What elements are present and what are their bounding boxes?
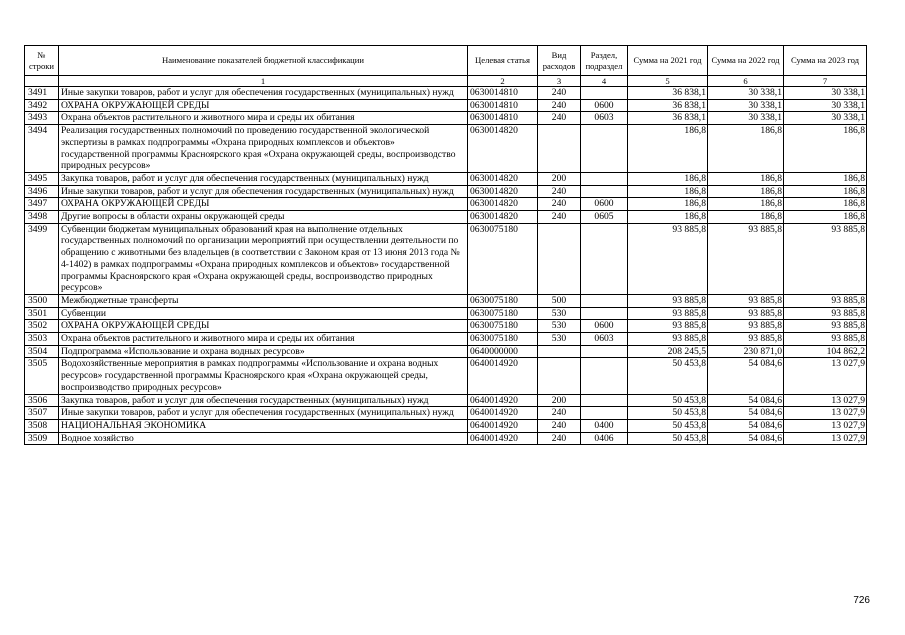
cell-section: 0406 bbox=[581, 432, 628, 445]
cell-sum-2021: 93 885,8 bbox=[628, 320, 708, 333]
cell-type bbox=[538, 223, 581, 294]
cell-name: Водное хозяйство bbox=[59, 432, 468, 445]
header-type: Вид расходов bbox=[538, 46, 581, 76]
column-number: 1 bbox=[59, 76, 468, 87]
cell-sum-2021: 93 885,8 bbox=[628, 333, 708, 346]
cell-row-no: 3500 bbox=[25, 294, 59, 307]
table-row bbox=[25, 419, 867, 432]
table-row bbox=[25, 333, 867, 346]
cell-type: 240 bbox=[538, 419, 581, 432]
cell-target: 0630014820 bbox=[468, 198, 538, 211]
cell-name: Закупка товаров, работ и услуг для обеспечения государственных (муниципальных) нужд bbox=[59, 394, 468, 407]
cell-section: 0600 bbox=[581, 198, 628, 211]
cell-sum-2022: 54 084,6 bbox=[708, 432, 784, 445]
cell-section bbox=[581, 358, 628, 394]
cell-sum-2023: 30 338,1 bbox=[784, 87, 867, 100]
cell-sum-2022: 186,8 bbox=[708, 185, 784, 198]
cell-sum-2022: 93 885,8 bbox=[708, 223, 784, 294]
cell-sum-2022: 93 885,8 bbox=[708, 294, 784, 307]
column-number: 5 bbox=[628, 76, 708, 87]
cell-sum-2023: 186,8 bbox=[784, 185, 867, 198]
cell-target: 0630014810 bbox=[468, 87, 538, 100]
cell-row-no: 3501 bbox=[25, 307, 59, 320]
cell-row-no: 3491 bbox=[25, 87, 59, 100]
cell-target: 0630075180 bbox=[468, 223, 538, 294]
header-target: Целевая статья bbox=[468, 46, 538, 76]
cell-target: 0640014920 bbox=[468, 419, 538, 432]
table-row bbox=[25, 407, 867, 420]
cell-sum-2021: 50 453,8 bbox=[628, 358, 708, 394]
column-number: 2 bbox=[468, 76, 538, 87]
cell-type: 240 bbox=[538, 99, 581, 112]
cell-section bbox=[581, 407, 628, 420]
header-row-no: № строки bbox=[25, 46, 59, 76]
cell-type bbox=[538, 358, 581, 394]
cell-section: 0400 bbox=[581, 419, 628, 432]
cell-sum-2023: 186,8 bbox=[784, 211, 867, 224]
cell-type: 240 bbox=[538, 211, 581, 224]
cell-sum-2021: 50 453,8 bbox=[628, 419, 708, 432]
cell-type: 240 bbox=[538, 112, 581, 125]
cell-sum-2022: 30 338,1 bbox=[708, 99, 784, 112]
cell-name: Закупка товаров, работ и услуг для обеспечения государственных (муниципальных) нужд bbox=[59, 172, 468, 185]
page-number: 726 bbox=[853, 595, 870, 606]
cell-sum-2022: 30 338,1 bbox=[708, 87, 784, 100]
cell-sum-2023: 186,8 bbox=[784, 125, 867, 173]
cell-section bbox=[581, 172, 628, 185]
cell-target: 0630014820 bbox=[468, 172, 538, 185]
cell-section bbox=[581, 185, 628, 198]
cell-type bbox=[538, 125, 581, 173]
cell-row-no: 3505 bbox=[25, 358, 59, 394]
cell-sum-2022: 54 084,6 bbox=[708, 419, 784, 432]
cell-sum-2023: 13 027,9 bbox=[784, 407, 867, 420]
table-row bbox=[25, 87, 867, 100]
cell-section bbox=[581, 294, 628, 307]
cell-sum-2022: 54 084,6 bbox=[708, 394, 784, 407]
cell-sum-2021: 50 453,8 bbox=[628, 432, 708, 445]
cell-target: 0630014820 bbox=[468, 211, 538, 224]
cell-name: ОХРАНА ОКРУЖАЮЩЕЙ СРЕДЫ bbox=[59, 198, 468, 211]
cell-name: Подпрограмма «Использование и охрана водных ресурсов» bbox=[59, 345, 468, 358]
cell-type: 530 bbox=[538, 333, 581, 346]
table-row bbox=[25, 99, 867, 112]
cell-name: Реализация государственных полномочий по проведению государственной экологической экспертизы в рамках подпрограммы «Охрана природных комплексов и объектов» государственной программы Красноярского края «Охрана окружающей среды, воспроизводство природных ресурсов» bbox=[59, 125, 468, 173]
cell-section: 0600 bbox=[581, 99, 628, 112]
cell-type: 500 bbox=[538, 294, 581, 307]
header-section: Раздел, подраздел bbox=[581, 46, 628, 76]
cell-sum-2023: 93 885,8 bbox=[784, 320, 867, 333]
cell-row-no: 3504 bbox=[25, 345, 59, 358]
cell-type: 240 bbox=[538, 185, 581, 198]
cell-sum-2022: 186,8 bbox=[708, 125, 784, 173]
cell-sum-2022: 54 084,6 bbox=[708, 358, 784, 394]
table-row bbox=[25, 211, 867, 224]
cell-sum-2021: 93 885,8 bbox=[628, 307, 708, 320]
cell-name: ОХРАНА ОКРУЖАЮЩЕЙ СРЕДЫ bbox=[59, 99, 468, 112]
cell-sum-2022: 93 885,8 bbox=[708, 307, 784, 320]
cell-sum-2021: 36 838,1 bbox=[628, 112, 708, 125]
cell-name: Другие вопросы в области охраны окружающей среды bbox=[59, 211, 468, 224]
cell-type: 240 bbox=[538, 87, 581, 100]
cell-sum-2023: 186,8 bbox=[784, 172, 867, 185]
table-row bbox=[25, 185, 867, 198]
cell-target: 0640014920 bbox=[468, 432, 538, 445]
cell-sum-2021: 186,8 bbox=[628, 211, 708, 224]
column-number: 6 bbox=[708, 76, 784, 87]
cell-row-no: 3502 bbox=[25, 320, 59, 333]
column-number: 7 bbox=[784, 76, 867, 87]
table-row bbox=[25, 112, 867, 125]
cell-sum-2021: 186,8 bbox=[628, 172, 708, 185]
cell-sum-2021: 36 838,1 bbox=[628, 99, 708, 112]
table-header bbox=[25, 46, 867, 87]
cell-sum-2021: 208 245,5 bbox=[628, 345, 708, 358]
cell-sum-2022: 93 885,8 bbox=[708, 333, 784, 346]
cell-name: Водохозяйственные мероприятия в рамках подпрограммы «Использование и охрана водных ресурсов» государственной программы Красноярского края «Охрана окружающей среды, воспроизводство природных ресурсов» bbox=[59, 358, 468, 394]
cell-sum-2021: 36 838,1 bbox=[628, 87, 708, 100]
cell-sum-2023: 93 885,8 bbox=[784, 333, 867, 346]
cell-sum-2021: 186,8 bbox=[628, 185, 708, 198]
cell-sum-2021: 186,8 bbox=[628, 125, 708, 173]
cell-target: 0640014920 bbox=[468, 358, 538, 394]
cell-target: 0630014810 bbox=[468, 99, 538, 112]
cell-target: 0640014920 bbox=[468, 407, 538, 420]
cell-target: 0630075180 bbox=[468, 320, 538, 333]
cell-name: ОХРАНА ОКРУЖАЮЩЕЙ СРЕДЫ bbox=[59, 320, 468, 333]
cell-type bbox=[538, 345, 581, 358]
cell-name: Охрана объектов растительного и животного мира и среды их обитания bbox=[59, 112, 468, 125]
cell-type: 240 bbox=[538, 407, 581, 420]
cell-row-no: 3509 bbox=[25, 432, 59, 445]
cell-target: 0630075180 bbox=[468, 333, 538, 346]
cell-type: 240 bbox=[538, 432, 581, 445]
cell-target: 0630014820 bbox=[468, 185, 538, 198]
cell-name: Иные закупки товаров, работ и услуг для обеспечения государственных (муниципальных) нужд bbox=[59, 87, 468, 100]
cell-row-no: 3508 bbox=[25, 419, 59, 432]
cell-sum-2023: 93 885,8 bbox=[784, 223, 867, 294]
cell-sum-2021: 50 453,8 bbox=[628, 407, 708, 420]
column-number: 4 bbox=[581, 76, 628, 87]
cell-sum-2022: 186,8 bbox=[708, 211, 784, 224]
cell-sum-2023: 30 338,1 bbox=[784, 99, 867, 112]
cell-sum-2022: 186,8 bbox=[708, 172, 784, 185]
cell-target: 0640014920 bbox=[468, 394, 538, 407]
header-sum-2023: Сумма на 2023 год bbox=[784, 46, 867, 76]
cell-type: 530 bbox=[538, 320, 581, 333]
cell-section: 0603 bbox=[581, 112, 628, 125]
cell-sum-2023: 13 027,9 bbox=[784, 394, 867, 407]
cell-sum-2023: 93 885,8 bbox=[784, 307, 867, 320]
cell-name: НАЦИОНАЛЬНАЯ ЭКОНОМИКА bbox=[59, 419, 468, 432]
cell-sum-2023: 186,8 bbox=[784, 198, 867, 211]
cell-row-no: 3495 bbox=[25, 172, 59, 185]
table-row bbox=[25, 394, 867, 407]
cell-row-no: 3503 bbox=[25, 333, 59, 346]
cell-name: Субвенции bbox=[59, 307, 468, 320]
cell-section bbox=[581, 87, 628, 100]
cell-sum-2023: 93 885,8 bbox=[784, 294, 867, 307]
cell-sum-2022: 54 084,6 bbox=[708, 407, 784, 420]
table-row bbox=[25, 172, 867, 185]
column-number bbox=[25, 76, 59, 87]
cell-sum-2022: 30 338,1 bbox=[708, 112, 784, 125]
cell-name: Субвенции бюджетам муниципальных образований края на выполнение отдельных государственных полномочий по организации мероприятий при осуществлении деятельности по обращению с животными без владельцев (в соответствии с Законом края от 13 июня 2013 года № 4-1402) в рамках подпрограммы «Охрана природных комплексов и объектов» государственной программы Красноярского края «Охрана окружающей среды, воспроизводство природных ресурсов» bbox=[59, 223, 468, 294]
table-row bbox=[25, 198, 867, 211]
cell-row-no: 3506 bbox=[25, 394, 59, 407]
cell-sum-2021: 93 885,8 bbox=[628, 223, 708, 294]
cell-row-no: 3494 bbox=[25, 125, 59, 173]
cell-target: 0630075180 bbox=[468, 294, 538, 307]
cell-section: 0600 bbox=[581, 320, 628, 333]
header-sum-2021: Сумма на 2021 год bbox=[628, 46, 708, 76]
cell-section bbox=[581, 223, 628, 294]
cell-row-no: 3497 bbox=[25, 198, 59, 211]
table-row bbox=[25, 223, 867, 294]
cell-section: 0605 bbox=[581, 211, 628, 224]
cell-row-no: 3499 bbox=[25, 223, 59, 294]
cell-sum-2023: 13 027,9 bbox=[784, 358, 867, 394]
cell-row-no: 3493 bbox=[25, 112, 59, 125]
cell-row-no: 3498 bbox=[25, 211, 59, 224]
cell-name: Иные закупки товаров, работ и услуг для обеспечения государственных (муниципальных) нужд bbox=[59, 185, 468, 198]
cell-section bbox=[581, 125, 628, 173]
header-sum-2022: Сумма на 2022 год bbox=[708, 46, 784, 76]
cell-target: 0640000000 bbox=[468, 345, 538, 358]
cell-section bbox=[581, 307, 628, 320]
cell-sum-2021: 50 453,8 bbox=[628, 394, 708, 407]
cell-type: 240 bbox=[538, 198, 581, 211]
cell-sum-2023: 104 862,2 bbox=[784, 345, 867, 358]
cell-sum-2023: 13 027,9 bbox=[784, 432, 867, 445]
cell-name: Межбюджетные трансферты bbox=[59, 294, 468, 307]
budget-table bbox=[24, 45, 867, 445]
cell-sum-2022: 186,8 bbox=[708, 198, 784, 211]
cell-section: 0603 bbox=[581, 333, 628, 346]
cell-sum-2023: 30 338,1 bbox=[784, 112, 867, 125]
table-row bbox=[25, 307, 867, 320]
cell-sum-2022: 93 885,8 bbox=[708, 320, 784, 333]
column-number-row bbox=[25, 76, 867, 87]
column-number: 3 bbox=[538, 76, 581, 87]
cell-sum-2022: 230 871,0 bbox=[708, 345, 784, 358]
cell-target: 0630014810 bbox=[468, 112, 538, 125]
cell-type: 200 bbox=[538, 172, 581, 185]
cell-type: 530 bbox=[538, 307, 581, 320]
table-body bbox=[25, 87, 867, 445]
cell-name: Охрана объектов растительного и животного мира и среды их обитания bbox=[59, 333, 468, 346]
table-row bbox=[25, 345, 867, 358]
cell-row-no: 3496 bbox=[25, 185, 59, 198]
cell-type: 200 bbox=[538, 394, 581, 407]
cell-target: 0630075180 bbox=[468, 307, 538, 320]
cell-name: Иные закупки товаров, работ и услуг для обеспечения государственных (муниципальных) нужд bbox=[59, 407, 468, 420]
table-row bbox=[25, 125, 867, 173]
cell-row-no: 3492 bbox=[25, 99, 59, 112]
header-name: Наименование показателей бюджетной классификации bbox=[59, 46, 468, 76]
cell-row-no: 3507 bbox=[25, 407, 59, 420]
cell-sum-2021: 93 885,8 bbox=[628, 294, 708, 307]
cell-sum-2021: 186,8 bbox=[628, 198, 708, 211]
cell-section bbox=[581, 345, 628, 358]
table-row bbox=[25, 320, 867, 333]
table-row bbox=[25, 358, 867, 394]
table-row bbox=[25, 294, 867, 307]
cell-sum-2023: 13 027,9 bbox=[784, 419, 867, 432]
cell-section bbox=[581, 394, 628, 407]
table-row bbox=[25, 432, 867, 445]
cell-target: 0630014820 bbox=[468, 125, 538, 173]
